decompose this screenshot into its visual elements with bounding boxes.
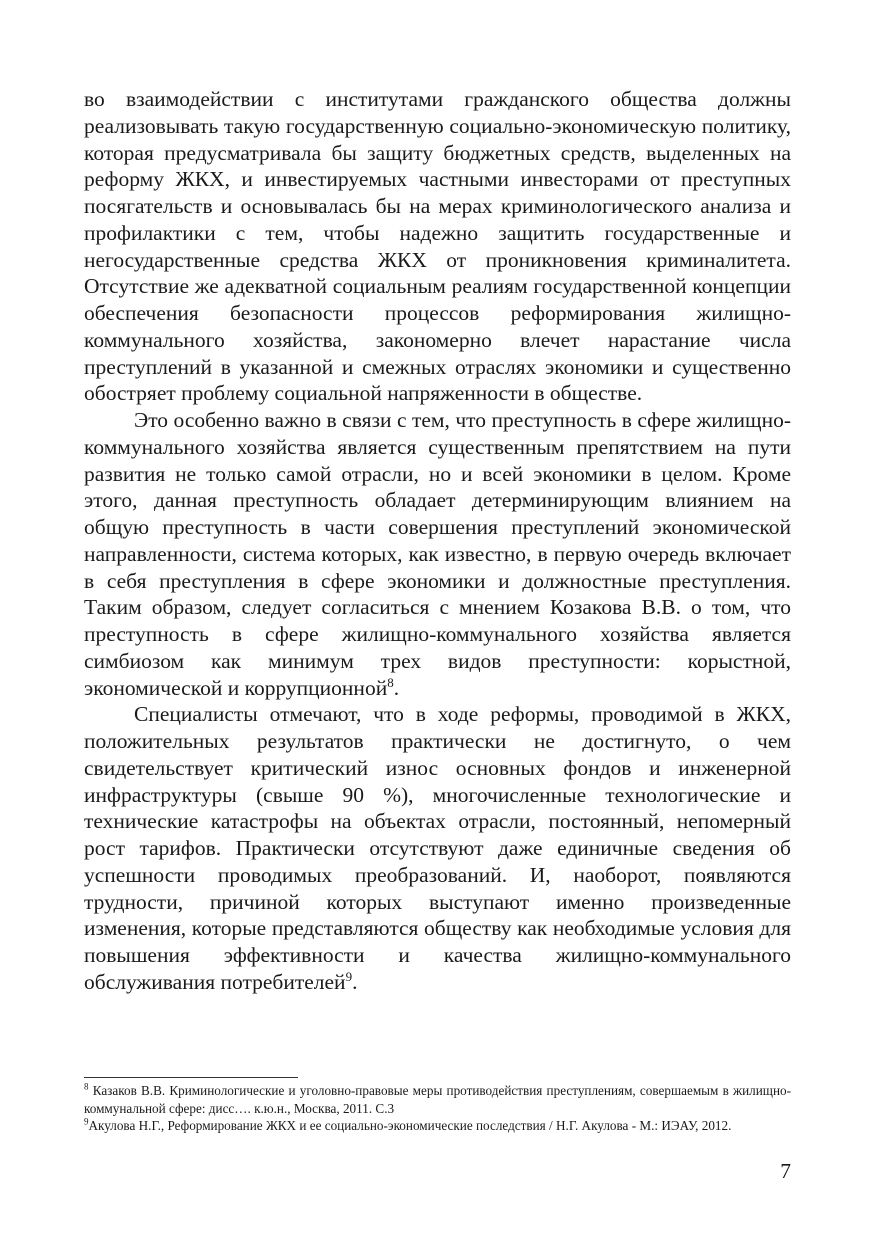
page-number: 7 xyxy=(780,1159,791,1183)
paragraph-1-text: во взаимодействии с институтами гражданского общества должны реализовывать такую государственную социально-экономическую политику, которая предусматривала бы защиту бюджетных средств, выделенных на реформу ЖКХ, и инвестируемых частными инвесторами от преступных посягательств и основывалась бы на мерах криминологического анализа и профилактики с тем, чтобы надежно защитить государственные и негосударственные средства ЖКХ от проникновения криминалитета. Отсутствие же адекватной социальным реалиям государственной концепции обеспечения безопасности процессов реформирования жилищно-коммунального хозяйства, закономерно влечет нарастание числа преступлений в указанной и смежных отраслях экономики и существенно обостряет проблему социальной напряженности в обществе. xyxy=(84,87,791,406)
footnote-ref-8[interactable]: 8 xyxy=(387,674,394,690)
paragraph-3-text: Специалисты отмечают, что в ходе реформы, проводимой в ЖКХ, положительных результатов практически не достигнуто, о чем свидетельствует критический износ основных фондов и инженерной инфраструктуры (свыше 90 %), многочисленные технологические и технические катастрофы на объектах отрасли, постоянный, непомерный рост тарифов. Практически отсутствуют даже единичные сведения об успешности проводимых преобразований. И, наоборот, появляются трудности, причиной которых выступают именно произведенные изменения, которые представляются обществу как необходимые условия для повышения эффективности и качества жилищно-коммунального обслуживания потребителей xyxy=(84,702,791,994)
footnote-separator xyxy=(84,1077,298,1078)
paragraph-2-text: Это особенно важно в связи с тем, что преступность в сфере жилищно-коммунального хозяйства является существенным препятствием на пути развития не только самой отрасли, но и всей экономики в целом. Кроме этого, данная преступность обладает детерминирующим влиянием на общую преступность в части совершения преступлений экономической направленности, система которых, как известно, в первую очередь включает в себя преступления в сфере экономики и должностные преступления. Таким образом, следует согласиться с мнением Козакова В.В. о том, что преступность в сфере жилищно-коммунального хозяйства является симбиозом как минимум трех видов преступности: корыстной, экономической и коррупционной xyxy=(84,408,791,700)
footnote-8 xyxy=(84,1082,791,1117)
paragraph-2 xyxy=(84,407,791,701)
footnote-text: Казаков В.В. Криминологические и уголовно-правовые меры противодействия преступлениям, совершаемым в жилищно-коммунальной сфере: дисс…. к.ю.н., Москва, 2011. С.3 xyxy=(84,1083,791,1116)
footnote-ref-9[interactable]: 9 xyxy=(345,968,353,984)
footnotes xyxy=(84,1082,791,1135)
paragraph-1 xyxy=(84,86,791,407)
footnote-9 xyxy=(84,1117,791,1135)
footnote-number: 9 xyxy=(84,1116,89,1127)
body-text xyxy=(84,86,791,996)
paragraph-3-end: . xyxy=(352,969,358,994)
paragraph-2-end: . xyxy=(393,675,400,700)
footnote-number: 8 xyxy=(84,1081,89,1092)
paragraph-3 xyxy=(84,701,791,995)
footnote-text: Акулова Н.Г., Реформирование ЖКХ и ее социально-экономические последствия / Н.Г. Акулова - М.: ИЭАУ, 2012. xyxy=(88,1118,732,1133)
